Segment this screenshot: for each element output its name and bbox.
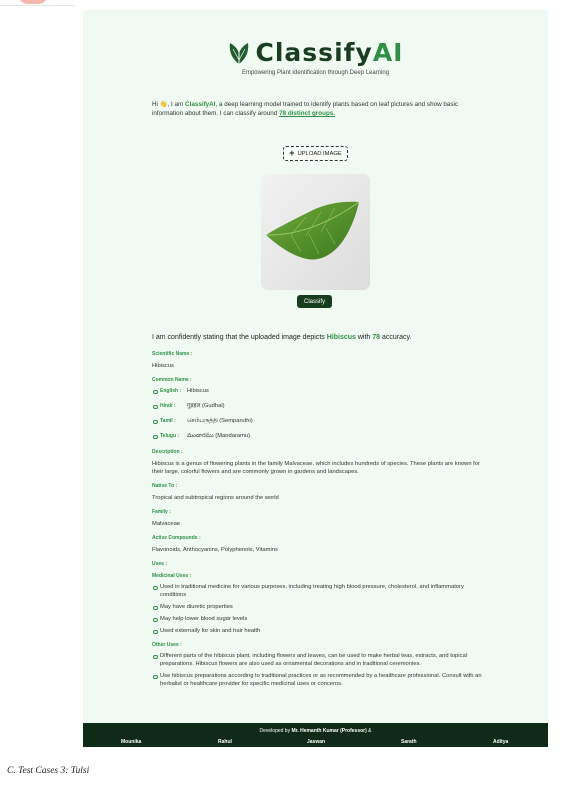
medicinal-use-item: Used in traditional medicine for various purposes, including treating high blood pressure, cholesterol, and inflammatory conditions: [152, 583, 482, 599]
brand-main: Classify: [255, 38, 373, 67]
upload-label: UPLOAD IMAGE: [297, 150, 342, 157]
team-member: Jaswan: [307, 739, 326, 745]
medicinal-uses-label: Medicinal Uses :: [152, 573, 192, 579]
team-member: Mounika: [121, 739, 142, 745]
groups-link[interactable]: 78 distinct groups.: [279, 110, 336, 117]
common-name-item: [152, 402, 482, 410]
medicinal-use-item: May have diuretic properties: [152, 603, 482, 611]
logo-row: [83, 38, 548, 67]
previous-page-remnant: [0, 0, 75, 6]
scientific-name-label: Scientific Name :: [152, 351, 193, 357]
result-prefix: I am confidently stating that the uploaded image depicts: [152, 334, 327, 341]
intro-prefix: Hi 👋, I am: [152, 101, 186, 108]
lang-name: Hibiscus: [187, 388, 209, 394]
other-use-item: Different parts of the hibiscus plant, including flowers and leaves, can be used to make herbal teas, extracts, and topical preparations. Hibiscus flowers are also used as ornamental decorations and in traditional ceremonies.: [152, 652, 482, 668]
credit-suffix: &: [366, 728, 372, 734]
lang-name: మందారము (Mandaramu): [187, 433, 251, 439]
family-value: Malvaceae: [152, 521, 181, 527]
description-value: Hibiscus is a genus of flowering plants in the family Malvaceae, which includes hundreds of species. These plants are known for their large, colorful flowers and are commonly grown in gardens and landscapes.: [152, 461, 480, 475]
team-member: Rahul: [218, 739, 232, 745]
other-uses-label: Other Uses :: [152, 642, 182, 648]
prediction-result: [152, 334, 482, 341]
decorative-arc: [18, 0, 48, 4]
classify-button[interactable]: Classify: [297, 295, 332, 308]
brand-accent: AI: [372, 38, 404, 67]
lang-name: गुड़हल (Gudhal): [187, 403, 225, 409]
result-suffix: accuracy.: [380, 334, 412, 341]
lang-label: Tamil :: [160, 418, 176, 424]
medicinal-uses-list: [152, 583, 482, 635]
tagline: Empowering Plant Identification through Deep Learning: [241, 70, 390, 76]
native-label: Native To :: [152, 483, 178, 489]
medicinal-use-item: May help lower blood sugar levels: [152, 615, 482, 623]
common-name-item: [152, 432, 482, 440]
upload-image-button[interactable]: [283, 146, 348, 161]
lang-label: Telugu :: [160, 433, 180, 439]
app-footer: [83, 723, 548, 747]
plant-details: [152, 349, 482, 688]
hibiscus-leaf-image: [261, 174, 370, 290]
brand-title: [256, 38, 404, 67]
uses-label: Uses :: [152, 561, 168, 567]
result-middle: with: [355, 334, 373, 341]
footer-credit: [83, 728, 548, 734]
uploaded-image-preview: [261, 174, 370, 290]
classifyai-app: [83, 10, 548, 747]
compounds-value: Flavonoids, Anthocyanins, Polyphenols, Vitamins: [152, 547, 278, 553]
other-uses-list: [152, 652, 482, 688]
lang-label: Hindi :: [160, 403, 176, 409]
lang-label: English :: [160, 388, 182, 394]
app-header: [83, 38, 548, 76]
scientific-name-value: Hibiscus: [152, 363, 174, 369]
team-member: Sarath: [401, 739, 417, 745]
lang-name: செம்பருத்தி (Semparuthi): [187, 418, 253, 424]
credit-name: Mr. Hemanth Kumar (Professor): [291, 728, 367, 734]
other-use-item: Use hibiscus preparations according to traditional practices or as recommended by a healthcare professional. Consult with an herbalist or healthcare provider for specific medicinal uses or concerns.: [152, 672, 482, 688]
compounds-label: Active Compounds :: [152, 535, 201, 541]
family-label: Family :: [152, 509, 171, 515]
common-names-list: [152, 387, 482, 440]
native-value: Tropical and subtropical regions around the world: [152, 495, 279, 501]
predicted-plant: Hibiscus: [326, 334, 356, 341]
plus-icon: +: [289, 148, 295, 158]
common-name-item: [152, 417, 482, 425]
intro-name: ClassifyAI: [185, 101, 216, 108]
figure-caption: C. Test Cases 3: Tulsi: [7, 766, 90, 776]
common-name-item: [152, 387, 482, 395]
prediction-accuracy: 78: [372, 334, 381, 341]
common-name-label: Common Name :: [152, 377, 192, 383]
credit-prefix: Developed by: [259, 728, 292, 734]
team-member: Aditya: [493, 739, 509, 745]
intro-middle: , a deep learning model trained to identify plants based on leaf pictures and show basic information about them. I can classify around: [152, 101, 459, 117]
leaf-logo-icon: [228, 40, 250, 66]
medicinal-use-item: Used externally for skin and hair health: [152, 627, 482, 635]
description-label: Description :: [152, 449, 183, 455]
intro-text: [152, 100, 472, 118]
